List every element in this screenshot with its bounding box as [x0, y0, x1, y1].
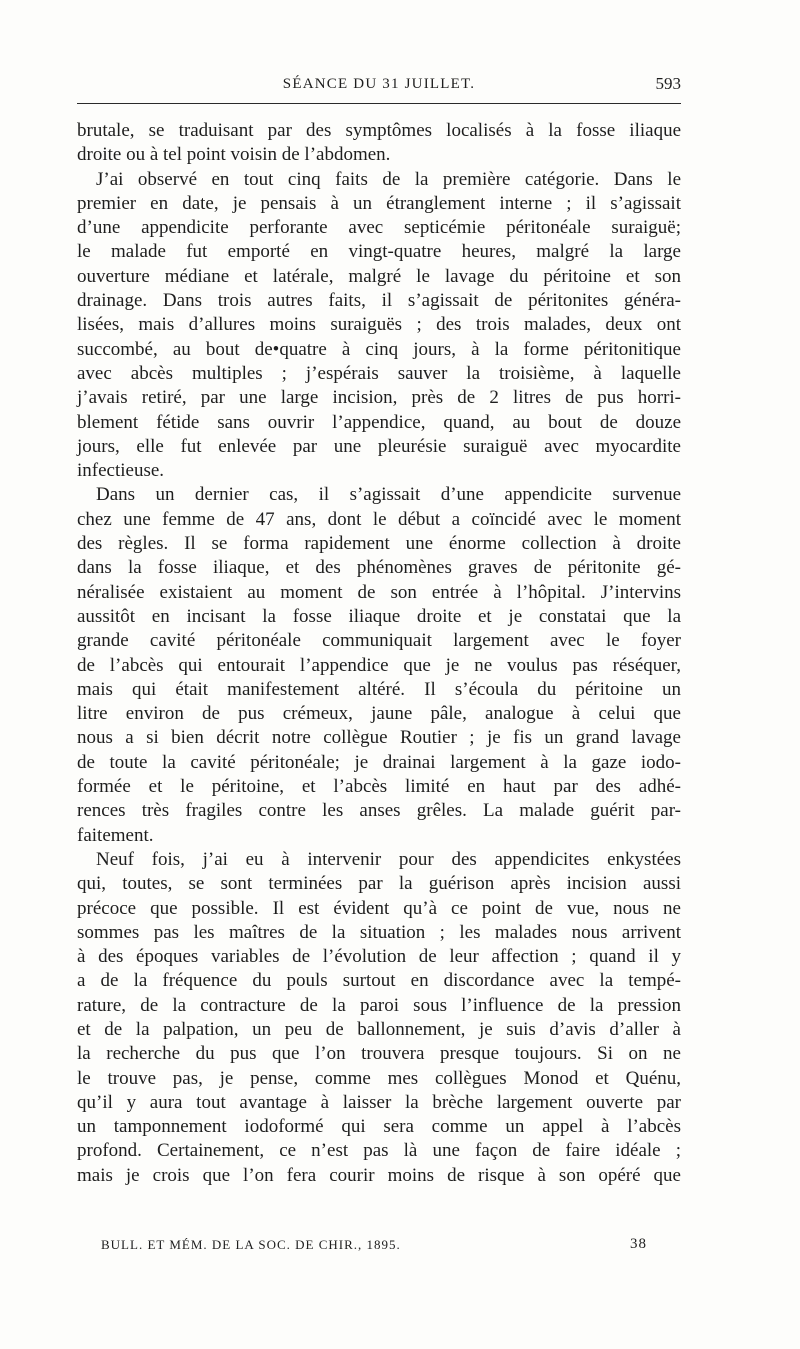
text-line: des règles. Il se forma rapidement une énorme collection à droite: [77, 533, 681, 555]
text-line: la recherche du pus que l’on trouvera presque toujours. Si on ne: [77, 1043, 681, 1065]
text-line: formée et le péritoine, et l’abcès limité en haut par des adhé-: [77, 776, 681, 798]
text-line: lisées, mais d’allures moins suraiguës ; des trois malades, deux ont: [77, 314, 681, 336]
text-line: Neuf fois, j’ai eu à intervenir pour des appendicites enkystées: [96, 848, 681, 870]
text-line: mais qui était manifestement altéré. Il s’écoula du péritoine un: [77, 678, 681, 700]
text-line: le trouve pas, je pense, comme mes collègues Monod et Quénu,: [77, 1067, 681, 1089]
text-line: aussitôt en incisant la fosse iliaque droite et je constatai que la: [77, 605, 681, 627]
bulletin-reference: BULL. ET MÉM. DE LA SOC. DE CHIR., 1895.: [101, 1237, 401, 1252]
text-line: infectieuse.: [77, 460, 165, 482]
text-line: précoce que possible. Il est évident qu’à ce point de vue, nous ne: [77, 897, 681, 919]
signature-number: 38: [630, 1236, 647, 1252]
text-line: J’ai observé en tout cinq faits de la première catégorie. Dans le: [96, 168, 681, 190]
text-line: a de la fréquence du pouls surtout en discordance avec la tempé-: [77, 970, 681, 992]
text-line: et de la palpation, un peu de ballonnement, je suis d’avis d’aller à: [77, 1018, 681, 1040]
text-line: de toute la cavité péritonéale; je drainai largement à la gaze iodo-: [77, 751, 681, 773]
text-line: nous a si bien décrit notre collègue Routier ; je fis un grand lavage: [77, 727, 681, 749]
text-line: chez une femme de 47 ans, dont le début a coïncidé avec le moment: [77, 508, 681, 530]
header-rule: [77, 103, 681, 104]
text-line: premier en date, je pensais à un étranglement interne ; il s’agissait: [77, 192, 681, 214]
text-line: ouverture médiane et latérale, malgré le lavage du péritoine et son: [77, 265, 681, 287]
text-line: drainage. Dans trois autres faits, il s’agissait de péritonites généra-: [77, 290, 681, 312]
text-line: brutale, se traduisant par des symptômes localisés à la fosse iliaque: [77, 120, 681, 141]
page-number: 593: [655, 74, 681, 93]
text-line: dans la fosse iliaque, et des phénomènes graves de péritonite gé-: [77, 557, 681, 579]
text-line: sommes pas les maîtres de la situation ; les malades nous arrivent: [77, 921, 681, 943]
text-line: d’une appendicite perforante avec septicémie péritonéale suraiguë;: [77, 217, 681, 239]
text-line: blement fétide sans ouvrir l’appendice, quand, au bout de douze: [77, 411, 681, 433]
text-line: qui, toutes, se sont terminées par la guérison après incision aussi: [77, 873, 681, 895]
text-line: avec abcès multiples ; j’espérais sauver la troisième, à laquelle: [77, 362, 681, 384]
running-title: SÉANCE DU 31 JUILLET.: [282, 76, 476, 92]
text-line: néralisée existaient au moment de son entrée à l’hôpital. J’intervins: [77, 581, 681, 603]
text-line: jours, elle fut enlevée par une pleurésie suraiguë avec myocardite: [77, 435, 681, 457]
text-line: Dans un dernier cas, il s’agissait d’une appendicite survenue: [96, 484, 681, 506]
text-line: qu’il y aura tout avantage à laisser la brèche largement ouverte par: [77, 1091, 681, 1113]
text-line: faitement.: [77, 824, 154, 846]
text-line: grande cavité péritonéale communiquait largement avec le foyer: [77, 630, 681, 652]
text-line: rature, de la contracture de la paroi sous l’influence de la pression: [77, 994, 681, 1016]
text-line: rences très fragiles contre les anses grêles. La malade guérit par-: [77, 800, 681, 822]
text-line: j’avais retiré, par une large incision, près de 2 litres de pus horri-: [77, 387, 681, 409]
text-line: droite ou à tel point voisin de l’abdomen.: [77, 144, 391, 166]
page-footer: [101, 1237, 647, 1257]
text-line: un tamponnement iodoformé qui sera comme un appel à l’abcès: [77, 1116, 681, 1138]
text-line: profond. Certainement, ce n’est pas là une façon de faire idéale ;: [77, 1140, 681, 1162]
running-head: [77, 76, 681, 96]
text-line: le malade fut emporté en vingt-quatre heures, malgré la large: [77, 241, 681, 263]
text-line: mais je crois que l’on fera courir moins de risque à son opéré que: [77, 1164, 681, 1186]
text-line: succombé, au bout de•quatre à cinq jours, à la forme péritonitique: [77, 338, 681, 360]
text-line: de l’abcès qui entourait l’appendice que je ne voulus pas réséquer,: [77, 654, 681, 676]
text-line: litre environ de pus crémeux, jaune pâle, analogue à celui que: [77, 703, 681, 725]
body-text: [77, 119, 681, 1188]
text-line: à des époques variables de l’évolution de leur affection ; quand il y: [77, 946, 681, 968]
